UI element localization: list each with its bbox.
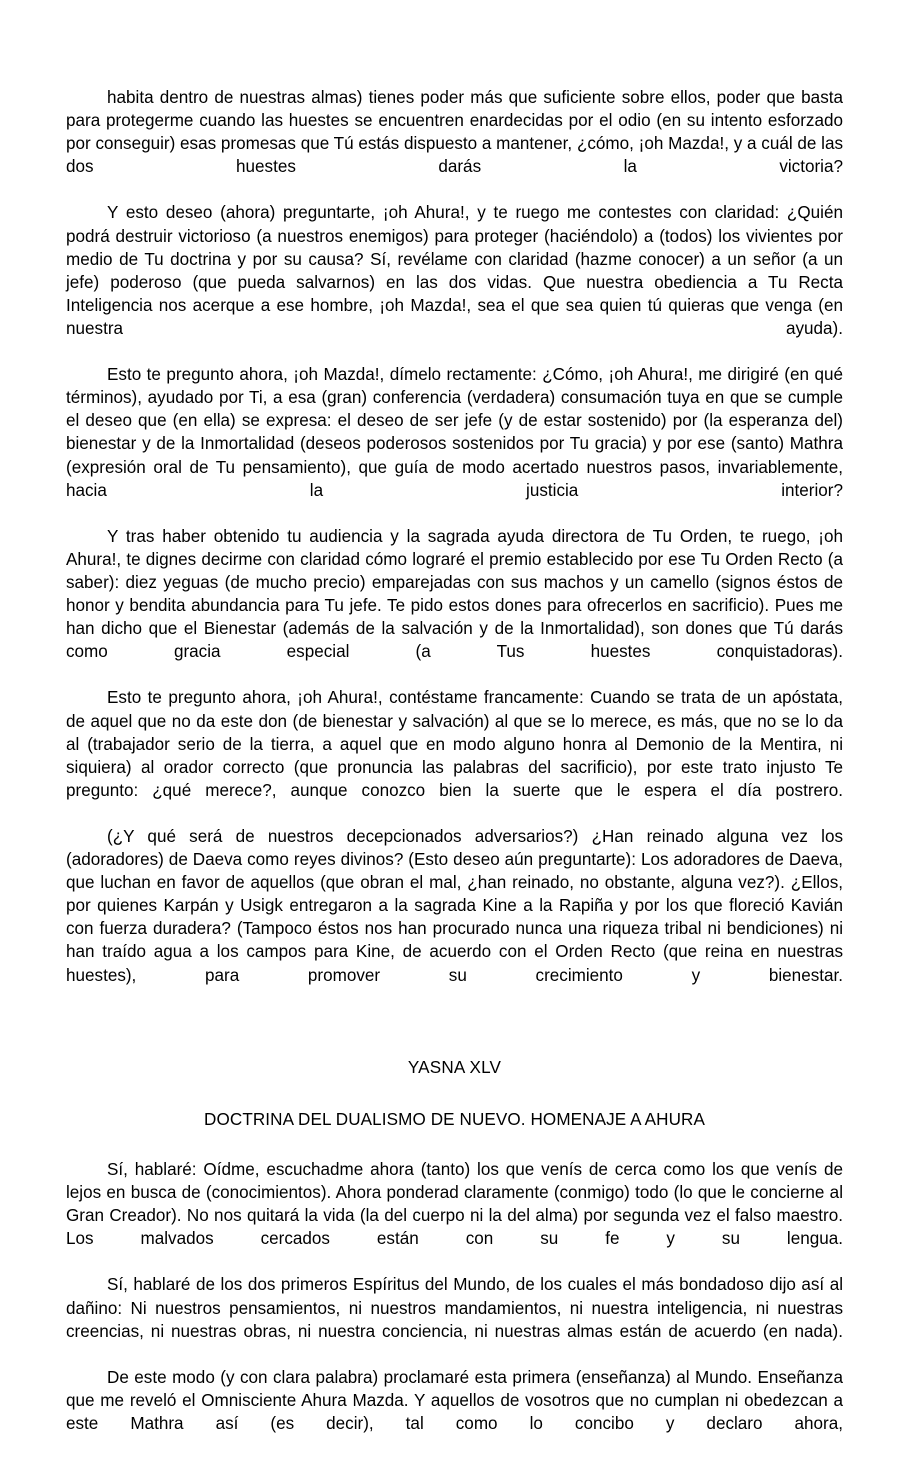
paragraph: (¿Y qué será de nuestros decepcionados adversarios?) ¿Han reinado alguna vez los (adoradores) de Daeva como reyes divinos? (Esto deseo aún preguntarte): Los adoradores de Daeva, que luchan en favor de aquellos (que obran el mal, ¿han reinado, no obstante, alguna vez?). ¿Ellos, por quienes Karpán y Usigk entregaron a la sagrada Kine a la Rapiña y por los que floreció Kavián con fuerza duradera? (Tampoco éstos nos han procurado nunca una riqueza tribal ni bendiciones) ni han traído agua a los campos para Kine, de acuerdo con el Orden Recto (que reina en nuestras huestes), para promover su crecimiento y bienestar. xyxy=(66,827,843,985)
paragraph-group-after-heading xyxy=(66,1158,843,1458)
paragraph: Sí, hablaré de los dos primeros Espíritus del Mundo, de los cuales el más bondadoso dijo así al dañino: Ni nuestros pensamientos, ni nuestros mandamientos, ni nuestra inteligencia, ni nuestras creencias, ni nuestras obras, ni nuestra conciencia, ni nuestras almas están de acuerdo (en nada). xyxy=(66,1275,843,1341)
heading-spacer xyxy=(66,1131,843,1158)
paragraph: habita dentro de nuestras almas) tienes poder más que suficiente sobre ellos, poder que basta para protegerme cuando las huestes se encuentren enardecidas por el odio (en su intento esforzado por conseguir) esas promesas que Tú estás dispuesto a mantener, ¿cómo, ¡oh Mazda!, y a cuál de las dos huestes darás la victoria? xyxy=(66,88,843,177)
paragraph: Esto te pregunto ahora, ¡oh Mazda!, dímelo rectamente: ¿Cómo, ¡oh Ahura!, me dirigiré (en qué términos), ayudado por Ti, a esa (gran) conferencia (verdadera) consumación tuya en que se cumple el deseo que (en ella) se expresa: el deseo de ser jefe (y de estar sostenido) por (la esperanza del) bienestar y de la Inmortalidad (deseos poderosos sostenidos por Tu gracia) y por ese (santo) Mathra (expresión oral de Tu pensamiento), que guía de modo acertado nuestros pasos, invariablemente, hacia la justicia interior? xyxy=(66,365,843,500)
paragraph-group-before-heading xyxy=(66,86,843,1010)
section-subtitle: DOCTRINA DEL DUALISMO DE NUEVO. HOMENAJE A AHURA xyxy=(204,1109,705,1129)
paragraph: Y esto deseo (ahora) preguntarte, ¡oh Ahura!, y te ruego me contestes con claridad: ¿Quién podrá destruir victorioso (a nuestros enemigos) para proteger (haciéndolo) a (todos) los vivientes por medio de Tu doctrina y por su causa? Sí, revélame con claridad (hazme conocer) a un señor (a un jefe) poderoso (que pueda salvarnos) en las dos vidas. Que nuestra obediencia a Tu Recta Inteligencia nos acerque a ese hombre, ¡oh Mazda!, sea el que sea quien tú quieras que venga (en nuestra ayuda). xyxy=(66,203,843,338)
paragraph: De este modo (y con clara palabra) proclamaré esta primera (enseñanza) al Mundo. Enseñanza que me reveló el Omnisciente Ahura Mazda. Y aquellos de vosotros que no cumplan ni obedezcan a este Mathra así (es decir), tal como lo concibo y declaro ahora, xyxy=(66,1367,843,1433)
text-column xyxy=(66,86,843,1458)
paragraph: Sí, hablaré: Oídme, escuchadme ahora (tanto) los que venís de cerca como los que venís de lejos en busca de (conocimientos). Ahora ponderad claramente (conmigo) todo (lo que le concierne al Gran Creador). No nos quitará la vida (la del cuerpo ni la del alma) por segunda vez el falso maestro. Los malvados cercados están con su fe y su lengua. xyxy=(66,1159,843,1249)
paragraph: Esto te pregunto ahora, ¡oh Ahura!, contéstame francamente: Cuando se trata de un apóstata, de aquel que no da este don (de bienestar y salvación) al que se lo merece, es más, que no se lo da al (trabajador serio de la tierra, a aquel que en modo alguno honra al Demonio de la Mentira, ni siquiera) al orador correcto (que pronuncia las palabras del sacrificio), por este trato injusto Te pregunto: ¿qué merece?, aunque conozco bien la suerte que le espera el día postrero. xyxy=(66,688,843,800)
section-title: YASNA XLV xyxy=(407,1057,502,1077)
section-heading-block xyxy=(66,1056,843,1131)
paragraph: Y tras haber obtenido tu audiencia y la sagrada ayuda directora de Tu Orden, te ruego, ¡oh Ahura!, te dignes decirme con claridad cómo lograré el premio establecido por ese Tu Orden Recto (a saber): diez yeguas (de mucho precio) emparejadas con sus machos y un camello (signos éstos de honor y bendita abundancia para Tu jefe. Te pido estos dones para ofrecerlos en sacrificio). Pues me han dicho que el Bienestar (además de la salvación y de la Inmortalidad), son dones que Tú darás como gracia especial (a Tus huestes conquistadoras). xyxy=(66,526,843,662)
